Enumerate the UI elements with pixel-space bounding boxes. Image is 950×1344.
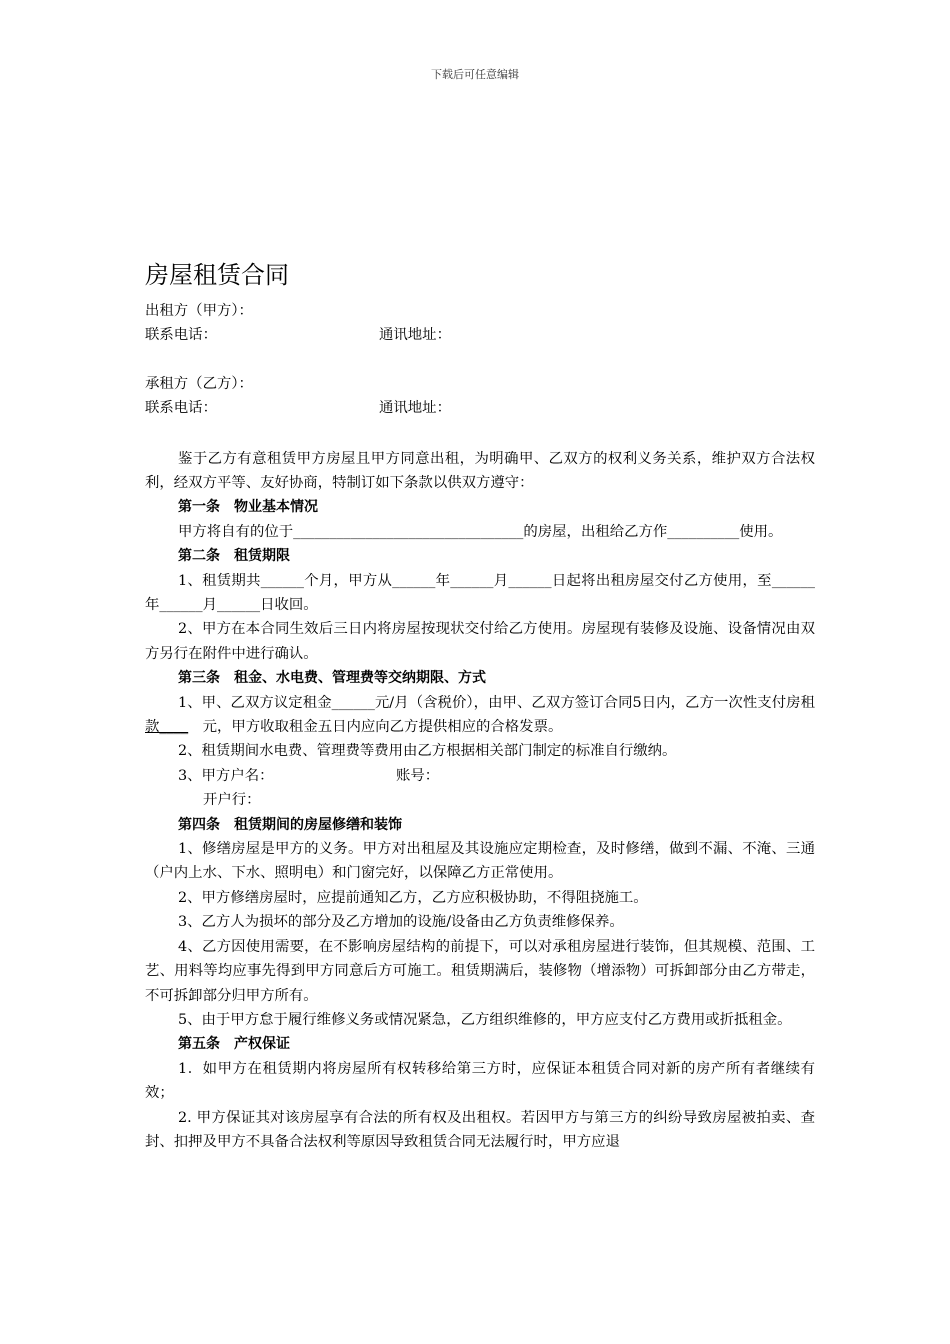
contract-body: [145, 258, 815, 1154]
article-5-paragraph-1: 1．如甲方在租赁期内将房屋所有权转移给第三方时，应保证本租赁合同对新的房产所有者继续有效；: [145, 1060, 815, 1102]
party-b-label: 承租方（乙方）：: [145, 375, 253, 392]
article-2-paragraph-2: 2、甲方在本合同生效后三日内将房屋按现状交付给乙方使用。房屋现有装修及设施、设备情况由双方另行在附件中进行确认。: [145, 621, 815, 662]
document-title: 房屋租赁合同: [145, 261, 289, 289]
article-4-paragraph-4: 4、乙方因使用需要，在不影响房屋结构的前提下，可以对承租房屋进行装饰，但其规模、范围、工艺、用料等均应事先得到甲方同意后方可施工。租赁期满后，装修物（增添物）可拆卸部分由乙方带走，不可拆卸部分归甲方所有。: [145, 938, 815, 1004]
spacer: [145, 348, 815, 372]
page-header: 下载后可任意编辑: [431, 68, 519, 81]
article-3-paragraph-2: 2、租赁期间水电费、管理费等费用由乙方根据相关部门制定的标准自行缴纳。: [178, 743, 677, 760]
article-3-heading: 第三条 租金、水电费、管理费等交纳期限、方式: [178, 670, 486, 687]
article-4-heading: 第四条 租赁期间的房屋修缮和装饰: [178, 816, 402, 833]
bank-branch-label: 开户行：: [203, 792, 261, 809]
article-2-paragraph-1: 1、租赁期共______个月，甲方从______年______月______日起将出租房屋交付乙方使用，至______年______月______日收回。: [145, 572, 815, 614]
spacer: [145, 421, 815, 447]
article-3-bank-row: [145, 764, 815, 788]
intro-paragraph: 鉴于乙方有意租赁甲方房屋且甲方同意出租，为明确甲、乙双方的权利义务关系，维护双方合法权利，经双方平等、友好协商，特制订如下条款以供双方遵守：: [145, 450, 815, 491]
party-a-address-label: 通讯地址：: [379, 327, 451, 344]
party-a-label: 出租方（甲方）：: [145, 303, 253, 319]
article-4-paragraph-2: 2、甲方修缮房屋时，应提前通知乙方，乙方应积极协助，不得阻挠施工。: [178, 889, 648, 906]
party-a-contact-row: [145, 323, 815, 347]
article-2-heading: 第二条 租赁期限: [178, 548, 290, 565]
article-4-paragraph-5: 5、由于甲方怠于履行维修义务或情况紧急，乙方组织维修的，甲方应支付乙方费用或折抵租金。: [178, 1011, 792, 1028]
party-b-contact-row: [145, 396, 815, 420]
party-b-address-label: 通讯地址：: [379, 400, 451, 417]
article-1-paragraph-1: 甲方将自有的位于________________________________的房屋，出租给乙方作__________使用。: [178, 523, 783, 540]
account-number-label: 账号：: [396, 767, 440, 784]
article-1-heading: 第一条 物业基本情况: [178, 499, 318, 516]
article-5-heading: 第五条 产权保证: [178, 1036, 290, 1053]
party-a-phone-label: 联系电话：: [145, 327, 217, 344]
article-3-p1-underlined: 款____: [145, 719, 189, 736]
article-3-p1-text-b: 元，甲方收取租金五日内应向乙方提供相应的合格发票。: [188, 719, 563, 736]
article-3-p1-text-a: 1、甲、乙双方议定租金______元/月（含税价），由甲、乙双方签订合同5日内，乙方一次性支付房租: [178, 694, 815, 711]
article-4-paragraph-3: 3、乙方人为损坏的部分及乙方增加的设施/设备由乙方负责维修保养。: [178, 914, 624, 931]
article-3-paragraph-1: [145, 691, 815, 740]
account-name-label: 3、甲方户名：: [178, 767, 274, 784]
article-4-paragraph-1: 1、修缮房屋是甲方的义务。甲方对出租屋及其设施应定期检查，及时修缮，做到不漏、不淹、三通（户内上水、下水、照明电）和门窗完好，以保障乙方正常使用。: [145, 841, 815, 882]
article-5-paragraph-2: 2. 甲方保证其对该房屋享有合法的所有权及出租权。若因甲方与第三方的纠纷导致房屋被拍卖、查封、扣押及甲方不具备合法权利等原因导致租赁合同无法履行时，甲方应退: [145, 1109, 815, 1150]
party-b-phone-label: 联系电话：: [145, 400, 217, 417]
